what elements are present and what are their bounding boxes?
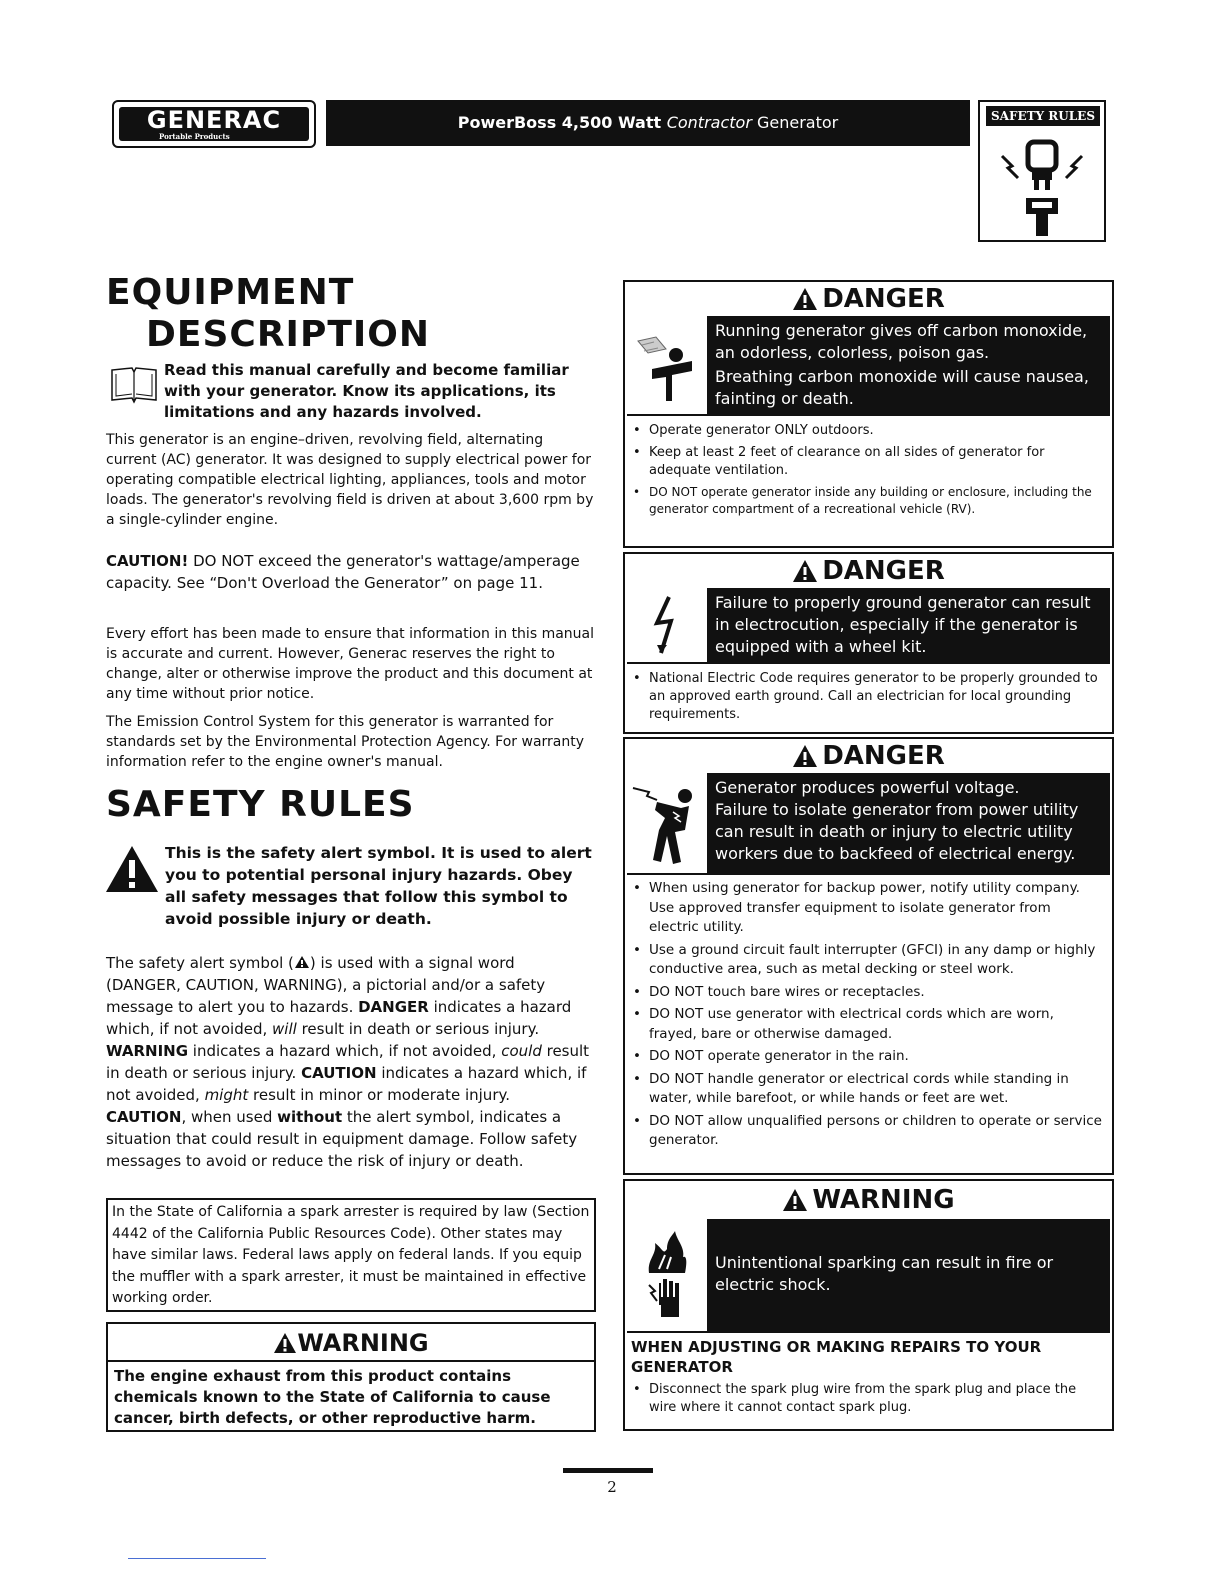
danger-2-bullets bbox=[625, 664, 1112, 732]
warning-triangle-icon bbox=[792, 287, 818, 311]
danger-3-text-line2: Failure to isolate generator from power utility can result in death or injury to electric utility workers due to backfeed of electrical energy. bbox=[715, 800, 1079, 863]
list-item: • Operate generator ONLY outdoors. bbox=[631, 422, 1104, 440]
list-item: • DO NOT operate generator inside any building or enclosure, including the generator compartment of a recreational vehicle (RV). bbox=[631, 484, 1104, 518]
fire-icon bbox=[645, 1229, 689, 1275]
safety-rules-heading: SAFETY RULES bbox=[106, 784, 415, 825]
title-post: Generator bbox=[751, 113, 839, 132]
list-item: • DO NOT use generator with electrical cords which are worn, frayed, bare or otherwise damaged. bbox=[631, 1005, 1104, 1044]
danger-1-label: DANGER bbox=[822, 284, 945, 314]
danger-3-bullets bbox=[625, 875, 1112, 1158]
danger-1-bullets bbox=[625, 416, 1112, 526]
danger-1-icon-cell bbox=[627, 316, 707, 414]
danger-1-text-line1: Running generator gives off carbon monoxide, an odorless, colorless, poison gas. bbox=[715, 321, 1088, 362]
signal-text-e: indicates a hazard which, if not avoided, bbox=[188, 1042, 502, 1060]
list-item: • Keep at least 2 feet of clearance on all sides of generator for adequate ventilation. bbox=[631, 444, 1104, 480]
safety-alert-note: This is the safety alert symbol. It is used to alert you to potential personal injury hazards. Obey all safety messages that follow this symbol to avoid possible injury or death. bbox=[165, 844, 592, 928]
danger-2-label: DANGER bbox=[822, 556, 945, 586]
list-item: • National Electric Code requires generator to be properly grounded to an approved earth ground. Call an electrician for local grounding requirements. bbox=[631, 670, 1104, 724]
equipment-para-2: Every effort has been made to ensure that information in this manual is accurate and current. However, Generac reserves the right to change, alter or otherwise improve the product and this document at any time without prior notice. bbox=[106, 626, 594, 702]
california-spark-arrester-box bbox=[106, 1198, 596, 1312]
signal-word-could: could bbox=[501, 1042, 542, 1060]
signal-text-b: ) is used with a signal word (DANGER, CAUTION, WARNING), a pictorial and/or a safety message to alert you to hazards. bbox=[106, 954, 546, 1016]
title-pre: PowerBoss 4,500 Watt bbox=[457, 113, 667, 132]
warning-2-header bbox=[625, 1181, 1112, 1219]
warning-2-bullets bbox=[625, 1377, 1112, 1425]
caution-label: CAUTION! bbox=[106, 552, 189, 570]
signal-text-j: the alert symbol, indicates a situation that could result in equipment damage. Follow safety messages to avoid or reduce the risk of injury or death. bbox=[106, 1108, 578, 1170]
caution-text: DO NOT exceed the generator's wattage/amperage capacity. See “Don't Overload the Generator” on page 11. bbox=[106, 552, 580, 592]
warning-2-icon-cell bbox=[627, 1219, 707, 1331]
generac-logo bbox=[112, 100, 316, 148]
danger-3-text-line1: Generator produces powerful voltage. bbox=[715, 778, 1020, 797]
warning-triangle-icon bbox=[782, 1188, 808, 1212]
danger-1-band bbox=[627, 316, 1110, 414]
safety-signal-words-paragraph bbox=[106, 952, 594, 1172]
equipment-para-3: The Emission Control System for this generator is warranted for standards set by the Environmental Protection Agency. For warranty information refer to the engine owner's manual. bbox=[106, 714, 585, 770]
list-item: • DO NOT touch bare wires or receptacles. bbox=[631, 983, 1104, 1003]
warning-2-label: WARNING bbox=[812, 1185, 955, 1215]
safety-alert-triangle-icon bbox=[104, 844, 160, 894]
warning-sparking-box bbox=[623, 1179, 1114, 1431]
signal-word-caution-2: CAUTION bbox=[106, 1108, 182, 1126]
caution-paragraph bbox=[106, 550, 594, 594]
list-item: • Disconnect the spark plug wire from the spark plug and place the wire where it cannot contact spark plug. bbox=[631, 1381, 1104, 1417]
signal-text-f: result in death or serious injury. bbox=[106, 1042, 590, 1082]
danger-voltage-box bbox=[623, 737, 1114, 1175]
badge-label: SAFETY RULES bbox=[986, 106, 1100, 126]
exhaust-warning-box bbox=[106, 1322, 596, 1432]
lightning-bolt-icon bbox=[647, 593, 687, 657]
signal-text-g: indicates a hazard which, if not avoided, bbox=[106, 1064, 587, 1104]
signal-word-danger: DANGER bbox=[358, 998, 429, 1016]
signal-text-i: , when used bbox=[181, 1108, 278, 1126]
logo-subtext: Portable Products bbox=[159, 132, 230, 141]
warning-triangle-icon bbox=[273, 1332, 297, 1354]
signal-word-caution: CAUTION bbox=[301, 1064, 377, 1082]
signal-text-d: result in death or serious injury. bbox=[296, 1020, 540, 1038]
danger-2-header bbox=[625, 554, 1112, 588]
book-icon bbox=[108, 362, 160, 406]
exhaust-warning-label: WARNING bbox=[297, 1329, 429, 1357]
document-title-bar bbox=[326, 100, 970, 146]
danger-carbon-monoxide-box bbox=[623, 280, 1114, 548]
exhaust-warning-header bbox=[108, 1324, 594, 1362]
warning-2-text: Unintentional sparking can result in fire or electric shock. bbox=[707, 1219, 1110, 1331]
signal-word-without: without bbox=[277, 1108, 343, 1126]
warning-2-subhead: WHEN ADJUSTING OR MAKING REPAIRS TO YOUR GENERATOR bbox=[631, 1338, 1042, 1376]
danger-1-text bbox=[707, 316, 1110, 414]
exhaust-warning-text: The engine exhaust from this product contains chemicals known to the State of California to cause cancer, birth defects, or other reproductive harm. bbox=[114, 1367, 551, 1427]
signal-text-h: result in minor or moderate injury. bbox=[248, 1086, 510, 1104]
signal-text-c: indicates a hazard which, if not avoided, bbox=[106, 998, 572, 1038]
page-number: 2 bbox=[607, 1478, 617, 1496]
list-item: • Use a ground circuit fault interrupter (GFCI) in any damp or highly conductive area, such as metal decking or steel work. bbox=[631, 941, 1104, 980]
danger-1-text-line2: Breathing carbon monoxide will cause nausea, fainting or death. bbox=[715, 367, 1089, 408]
danger-3-header bbox=[625, 739, 1112, 773]
fumes-person-icon bbox=[632, 325, 702, 405]
title-italic: Contractor bbox=[666, 113, 752, 132]
danger-3-label: DANGER bbox=[822, 741, 945, 771]
warning-triangle-icon bbox=[792, 559, 818, 583]
equipment-heading-line2: DESCRIPTION bbox=[146, 314, 431, 355]
danger-2-band bbox=[627, 588, 1110, 662]
danger-3-icon-cell bbox=[627, 773, 707, 873]
signal-text-a: The safety alert symbol ( bbox=[106, 954, 294, 972]
safety-rules-badge bbox=[978, 100, 1106, 242]
equipment-heading-line1: EQUIPMENT bbox=[106, 272, 355, 313]
warning-2-band bbox=[627, 1219, 1110, 1331]
list-item: • DO NOT allow unqualified persons or children to operate or service generator. bbox=[631, 1112, 1104, 1151]
signal-word-will: will bbox=[272, 1020, 297, 1038]
logo-text: GENERAC bbox=[146, 106, 282, 134]
danger-grounding-box bbox=[623, 552, 1114, 734]
danger-2-icon-cell bbox=[627, 588, 707, 662]
footer-rule bbox=[128, 1558, 266, 1559]
list-item: • When using generator for backup power, notify utility company. Use approved transfer equipment to isolate generator from electric utility. bbox=[631, 879, 1104, 938]
electric-shock-hand-icon bbox=[645, 1275, 689, 1321]
warning-triangle-icon bbox=[792, 744, 818, 768]
signal-word-warning: WARNING bbox=[106, 1042, 189, 1060]
electrical-plug-icon bbox=[980, 128, 1104, 240]
inline-alert-icon bbox=[294, 955, 310, 969]
list-item: • DO NOT handle generator or electrical cords while standing in water, while barefoot, or while hands or feet are wet. bbox=[631, 1070, 1104, 1109]
electric-shock-person-icon bbox=[631, 778, 703, 868]
list-item: • DO NOT operate generator in the rain. bbox=[631, 1047, 1104, 1067]
danger-1-header bbox=[625, 282, 1112, 316]
danger-3-text bbox=[707, 773, 1110, 873]
read-manual-note: Read this manual carefully and become familiar with your generator. Know its applications, its limitations and any hazards involved. bbox=[164, 361, 569, 421]
equipment-para-1: This generator is an engine–driven, revolving field, alternating current (AC) generator. It was designed to supply electrical power for operating compatible electrical lighting, appliances, tools and motor loads. The generator's revolving field is driven at about 3,600 rpm by a single-cylinder engine. bbox=[106, 432, 594, 528]
danger-2-text: Failure to properly ground generator can result in electrocution, especially if the generator is equipped with a wheel kit. bbox=[707, 588, 1110, 662]
page-number-bar bbox=[563, 1468, 653, 1473]
danger-3-band bbox=[627, 773, 1110, 873]
signal-word-might: might bbox=[204, 1086, 249, 1104]
california-text: In the State of California a spark arrester is required by law (Section 4442 of the California Public Resources Code). Other states may have similar laws. Federal laws apply on federal lands. If you equip the muffler with a spark arrester, it must be maintained in effective working order. bbox=[112, 1204, 590, 1306]
